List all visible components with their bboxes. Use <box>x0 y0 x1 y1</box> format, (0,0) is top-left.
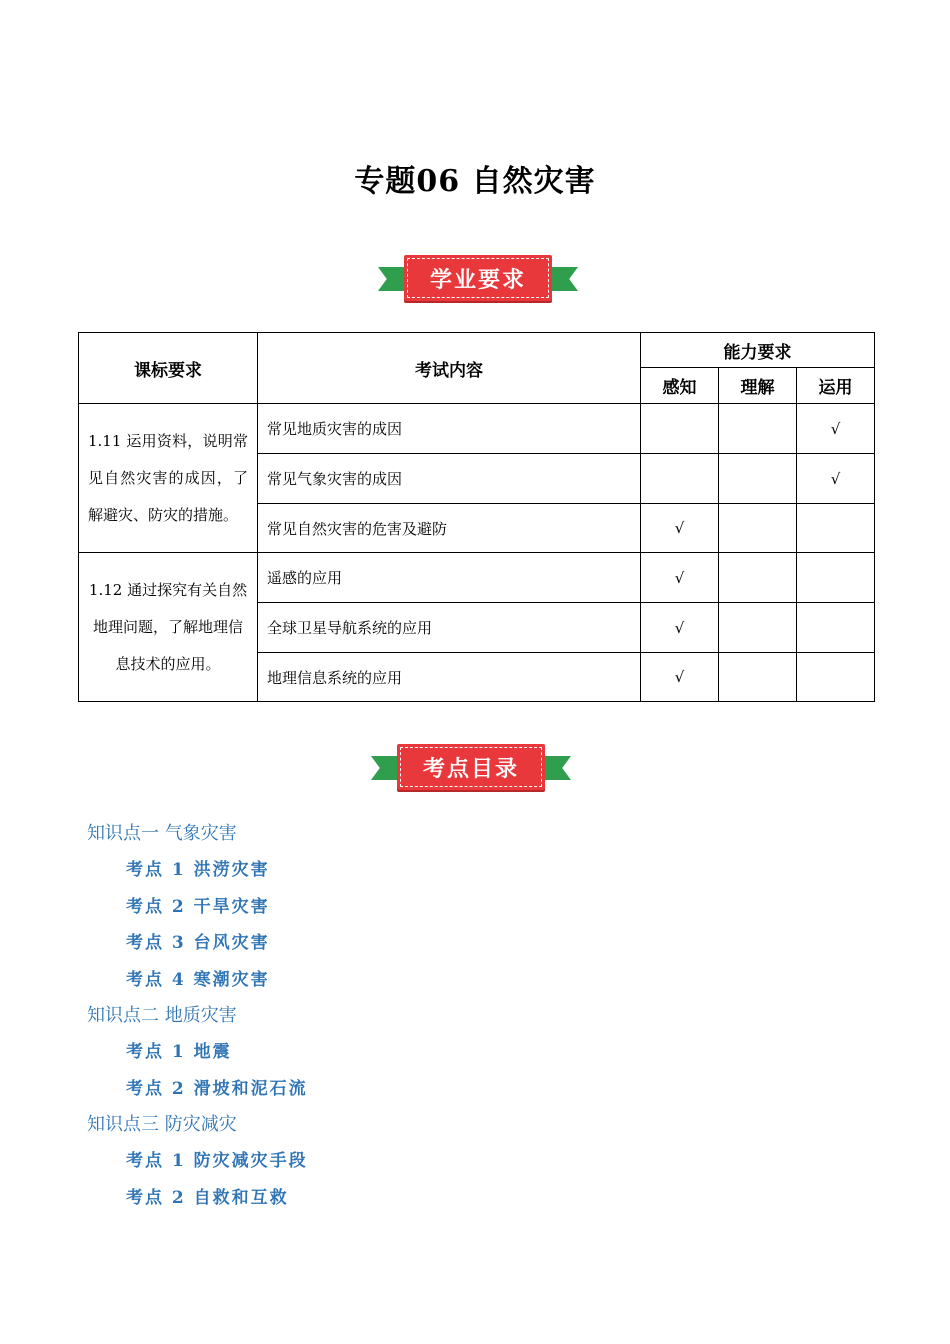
toc-exam-point[interactable]: 考点 1 地震 <box>126 1042 232 1062</box>
check-apply <box>797 553 875 603</box>
toc-exam-point[interactable]: 考点 1 防灾减灾手段 <box>126 1151 308 1171</box>
content-cell: 遥感的应用 <box>258 553 641 603</box>
check-perceive <box>641 454 719 504</box>
toc-knowledge-point[interactable]: 知识点二 地质灾害 <box>87 1005 237 1026</box>
toc-exam-point[interactable]: 考点 1 洪涝灾害 <box>126 860 270 880</box>
header-content: 考试内容 <box>258 333 641 404</box>
check-perceive: √ <box>641 653 719 702</box>
check-apply <box>797 603 875 653</box>
content-cell: 全球卫星导航系统的应用 <box>258 603 641 653</box>
toc-knowledge-point[interactable]: 知识点三 防灾减灾 <box>87 1114 237 1135</box>
check-understand <box>719 653 797 702</box>
toc-exam-point[interactable]: 考点 2 滑坡和泥石流 <box>126 1078 308 1099</box>
check-perceive: √ <box>641 603 719 653</box>
standard-cell: 1.12 通过探究有关自然地理问题，了解地理信息技术的应用。 <box>79 553 258 702</box>
header-perceive: 感知 <box>641 368 719 404</box>
content-cell: 常见自然灾害的危害及避防 <box>258 504 641 553</box>
check-understand <box>719 454 797 504</box>
banner-title: 学业要求 <box>429 267 526 293</box>
page-title: 专题06 自然灾害 <box>354 164 596 199</box>
check-perceive: √ <box>641 553 719 603</box>
table-row <box>79 404 875 454</box>
content-cell: 常见地质灾害的成因 <box>258 404 641 454</box>
check-apply: √ <box>797 404 875 454</box>
check-apply: √ <box>797 454 875 504</box>
check-apply <box>797 504 875 553</box>
header-standard: 课标要求 <box>79 333 258 404</box>
toc-list <box>87 816 308 1216</box>
standard-cell: 1.11 运用资料，说明常见自然灾害的成因，了解避灾、防灾的措施。 <box>79 404 258 553</box>
requirements-table <box>78 332 875 702</box>
content-cell: 地理信息系统的应用 <box>258 653 641 702</box>
toc-exam-point[interactable]: 考点 4 寒潮灾害 <box>126 969 270 990</box>
header-apply: 运用 <box>797 368 875 404</box>
check-understand <box>719 504 797 553</box>
check-apply <box>797 653 875 702</box>
banner-title: 考点目录 <box>422 756 519 782</box>
banner-plate <box>397 744 545 790</box>
requirements-banner <box>378 255 578 303</box>
toc-exam-point[interactable]: 考点 2 自救和互救 <box>126 1187 289 1208</box>
toc-exam-point[interactable]: 考点 3 台风灾害 <box>126 933 270 953</box>
content-cell: 常见气象灾害的成因 <box>258 454 641 504</box>
check-understand <box>719 553 797 603</box>
check-understand <box>719 404 797 454</box>
catalog-banner <box>371 744 571 792</box>
check-perceive <box>641 404 719 454</box>
toc-exam-point[interactable]: 考点 2 干旱灾害 <box>126 896 270 917</box>
header-understand: 理解 <box>719 368 797 404</box>
header-ability: 能力要求 <box>641 333 875 368</box>
table-row <box>79 553 875 603</box>
banner-plate <box>404 255 552 301</box>
check-understand <box>719 603 797 653</box>
check-perceive: √ <box>641 504 719 553</box>
toc-knowledge-point[interactable]: 知识点一 气象灾害 <box>87 823 237 844</box>
